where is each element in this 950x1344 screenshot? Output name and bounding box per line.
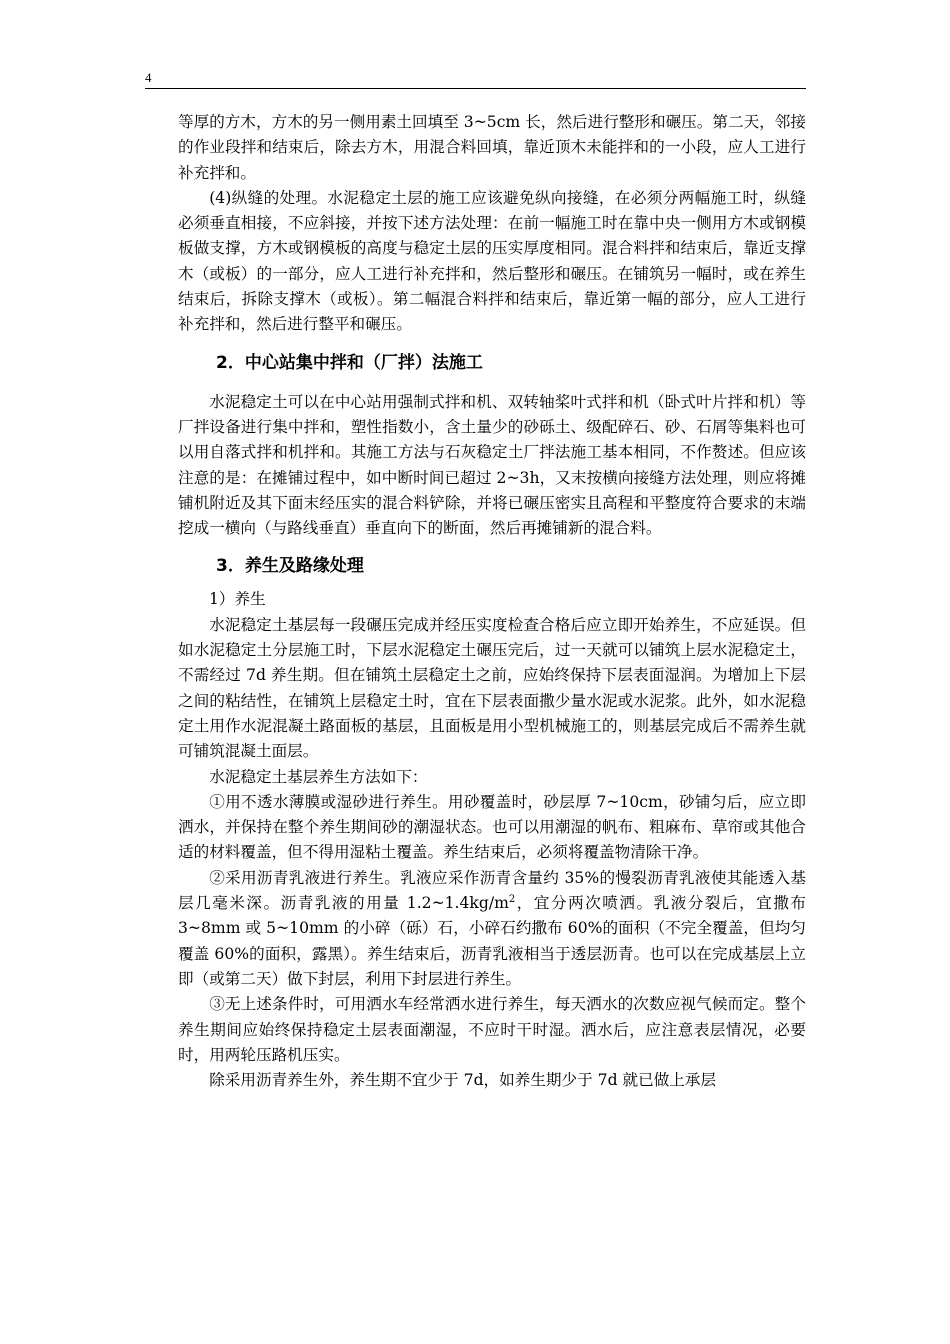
paragraph-curing-methods: 水泥稳定土基层养生方法如下： (209, 767, 428, 786)
paragraph-continued: 等厚的方木，方木的另一侧用素土回填至 3~5cm 长，然后进行整形和碾压。第二天，邻接的作业段拌和结束后，除去方木，用混合料回填，靠近顶木未能拌和的一小段，应人工进行补充拌和。 (178, 113, 806, 182)
paragraph-central-mixing: 水泥稳定土可以在中心站用强制式拌和机、双转轴桨叶式拌和机（卧式叶片拌和机）等厂拌设备进行集中拌和，塑性指数小，含土量少的砂砾土、级配碎石、砂、石屑等集料也可以用自落式拌和机拌和。其施工方法与石灰稳定土厂拌法施工基本相同，不作赘述。但应该注意的是：在摊铺过程中，如中断时间已超过 2~3h，又末按横向接缝方法处理，则应将摊铺机附近及其下面末经压实的混合料铲除，并将已碾压密实且高程和平整度符合要求的末端挖成一横向（与路线垂直）垂直向下的断面，然后再摊铺新的混合料。 (178, 392, 806, 538)
section-heading-curing: 3．养生及路缘处理 (216, 556, 364, 577)
paragraph-method-2 (178, 866, 806, 992)
paragraph-method-3: ③无上述条件时，可用洒水车经常洒水进行养生，每天洒水的次数应视气候而定。整个养生期间应始终保持稳定土层表面潮湿，不应时干时湿。洒水后，应注意表层情况，必要时，用两轮压路机压实。 (178, 995, 806, 1064)
paragraph-method-1: ①用不透水薄膜或湿砂进行养生。用砂覆盖时，砂层厚 7~10cm，砂铺匀后，应立即洒水，并保持在整个养生期间砂的潮湿状态。也可以用潮湿的帆布、粗麻布、草帘或其他合适的材料覆盖，但不得用湿粘土覆盖。养生结束后，必须将覆盖物清除干净。 (178, 792, 806, 862)
paragraph-longitudinal-joint: (4)纵缝的处理。水泥稳定土层的施工应该避免纵向接缝，在必须分两幅施工时，纵缝必须垂直相接，不应斜接，并按下述方法处理：在前一幅施工时在靠中央一侧用方木或钢模板做支撑，方木或钢模板的高度与稳定土层的压实厚度相同。混合料拌和结束后，靠近支撑木（或板）的一部分，应人工进行补充拌和，然后整形和碾压。在铺筑另一幅时，或在养生结束后，拆除支撑木（或板）。第二幅混合料拌和结束后，靠近第一幅的部分，应人工进行补充拌和，然后进行整平和碾压。 (178, 188, 806, 334)
subheading-curing: 1）养生 (209, 590, 266, 609)
superscript: 2 (508, 894, 516, 906)
paragraph-last: 除采用沥青养生外，养生期不宜少于 7d，如养生期少于 7d 就已做上承层 (209, 1071, 717, 1090)
method-2-text-b: ，宜分两次喷洒。乳液分裂后，宜撒布 3~8mm 或 5~10mm 的小碎（砾）石，小碎石约撒布 60%的面积（不完全覆盖，但均匀覆盖 60%的面积，露黑）。养生结束后，沥青乳液相当于透层沥青。也可以在完成基层上立即（或第二天）做下封层，利用下封层进行养生。 (178, 894, 806, 988)
document-body (178, 110, 806, 1093)
section-heading-central-mixing: 2．中心站集中拌和（厂拌）法施工 (216, 352, 483, 373)
header-rule (145, 88, 806, 89)
method-2-text-a: ②采用沥青乳液进行养生。乳液应采作沥青含量约 35%的慢裂沥青乳液使其能透入基层几毫米深。沥青乳液的用量 1.2~1.4kg/m (178, 868, 806, 913)
paragraph-curing: 水泥稳定土基层每一段碾压完成并经压实度检查合格后应立即开始养生，不应延误。但如水泥稳定土分层施工时，下层水泥稳定土碾压完后，过一天就可以铺筑上层水泥稳定土，不需经过 7d 养生期。但在铺筑土层稳定土之前，应始终保持下层表面湿润。为增加上下层之间的粘结性，在铺筑上层稳定土时，宜在下层表面撒少量水泥或水泥浆。此外，如水泥稳定土用作水泥混凝土路面板的基层，且面板是用小型机械施工的，则基层完成后不需养生就可铺筑混凝土面层。 (178, 615, 806, 761)
page-number: 4 (145, 70, 152, 85)
